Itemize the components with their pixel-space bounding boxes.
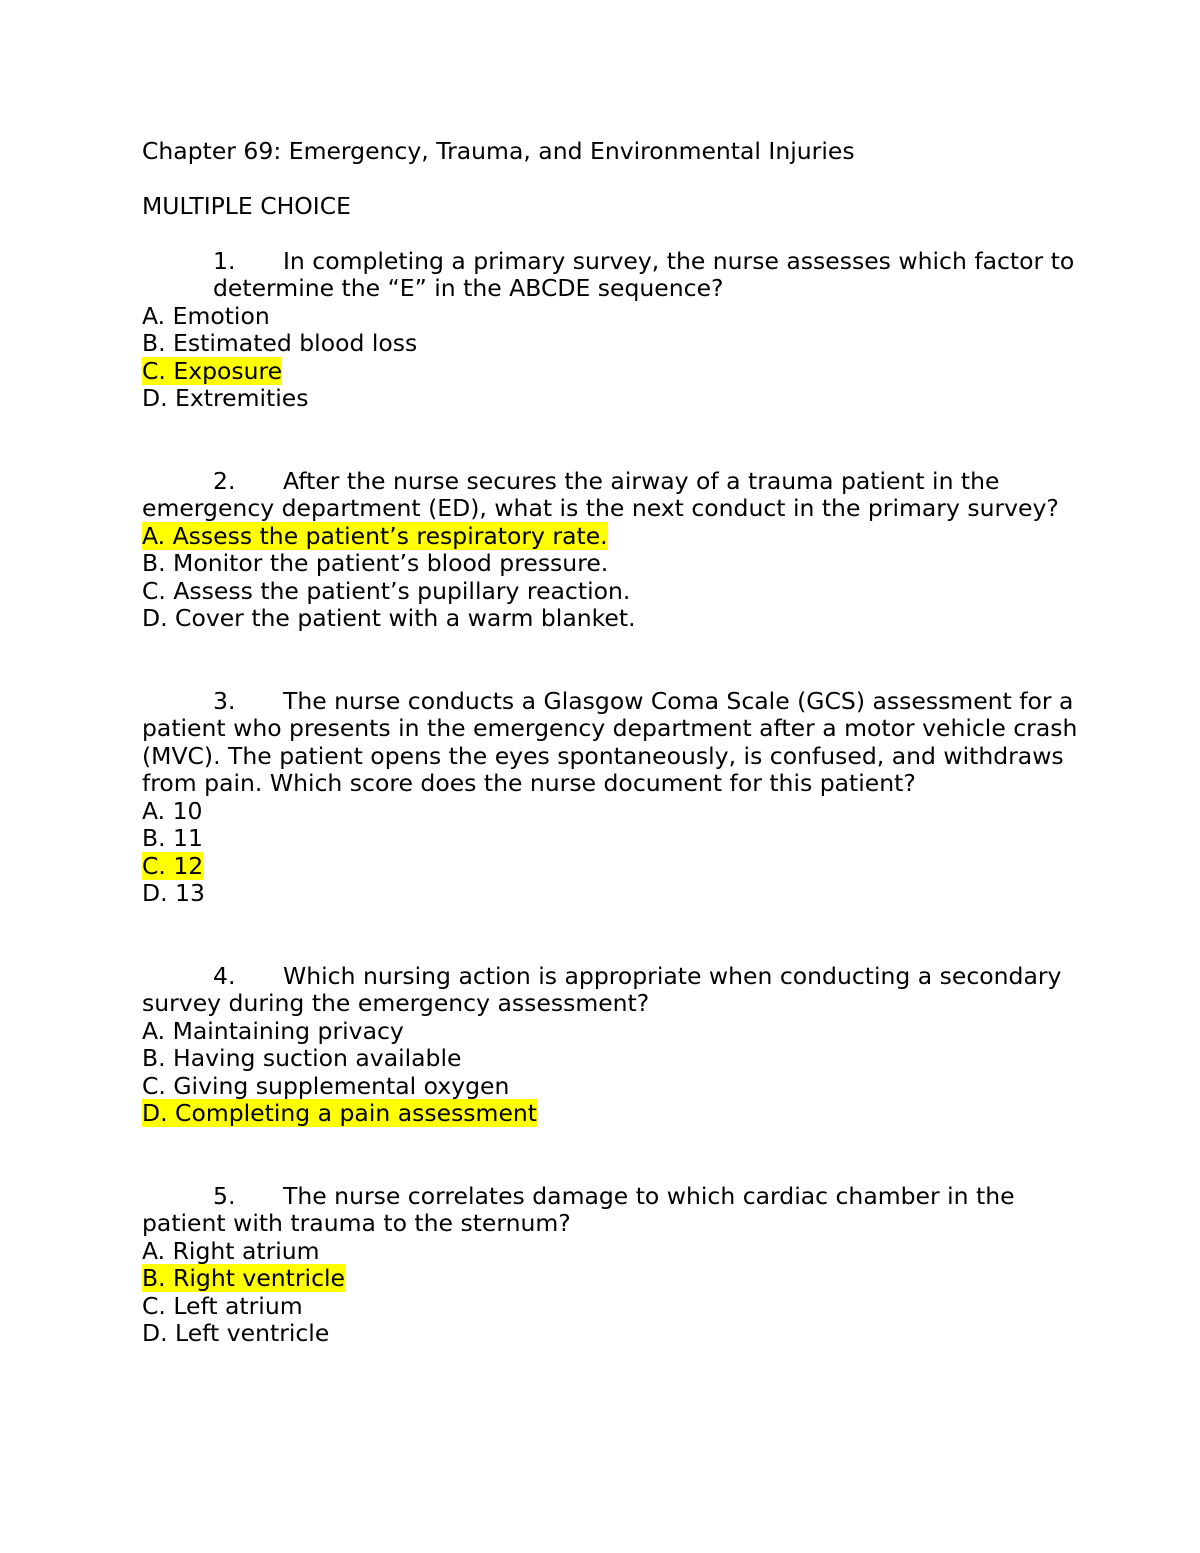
option-text: C. Assess the patient’s pupillary reaction. [142, 576, 631, 605]
answer-option [142, 880, 1082, 908]
question-1 [142, 248, 1082, 413]
chapter-title: Chapter 69: Emergency, Trauma, and Environmental Injuries [142, 137, 855, 165]
option-text: A. Maintaining privacy [142, 1016, 404, 1045]
question-number: 1. [213, 246, 236, 275]
question-number: 3. [213, 686, 236, 715]
option-text: B. 11 [142, 824, 203, 852]
question-stem [142, 248, 1082, 303]
question-stem [142, 1183, 1082, 1238]
answer-option [142, 550, 1082, 578]
answer-option [142, 1320, 1082, 1348]
section-heading: MULTIPLE CHOICE [142, 191, 351, 220]
answer-option [142, 1238, 1082, 1266]
option-text: C. Giving supplemental oxygen [142, 1071, 510, 1100]
question-text: The nurse correlates damage to which cardiac chamber in the patient with trauma to the sternum? [142, 1181, 1015, 1237]
answer-option [142, 385, 1082, 413]
option-text: A. 10 [142, 796, 203, 825]
answer-option [142, 330, 1082, 358]
option-text: A. Right atrium [142, 1236, 320, 1265]
option-text: B. Monitor the patient’s blood pressure. [142, 549, 609, 577]
answer-option [142, 853, 1082, 881]
answer-option [142, 303, 1082, 331]
option-text: A. Emotion [142, 301, 270, 330]
question-stem [142, 688, 1082, 798]
option-text: D. Cover the patient with a warm blanket. [142, 604, 636, 632]
answer-option [142, 1045, 1082, 1073]
question-text: The nurse conducts a Glasgow Coma Scale (GCS) assessment for a patient who presents in the emergency department after a motor vehicle crash (MVC). The patient opens the eyes spontaneously, is confused, and withdraws from pain. Which score does the nurse document for this patient? [142, 686, 1078, 797]
question-number: 5. [213, 1181, 236, 1210]
answer-option [142, 578, 1082, 606]
answer-option [142, 1293, 1082, 1321]
option-text: D. 13 [142, 879, 205, 907]
option-text: D. Left ventricle [142, 1319, 330, 1347]
option-text: C. 12 [142, 851, 204, 880]
option-text: A. Assess the patient’s respiratory rate. [142, 521, 608, 550]
question-stem [142, 468, 1082, 523]
option-text: C. Exposure [142, 356, 283, 385]
question-4 [142, 963, 1082, 1128]
option-text: B. Estimated blood loss [142, 329, 418, 357]
question-text: Which nursing action is appropriate when conducting a secondary survey during the emergency assessment? [142, 961, 1062, 1017]
answer-option [142, 523, 1082, 551]
option-text: D. Completing a pain assessment [142, 1099, 538, 1127]
answer-option [142, 798, 1082, 826]
question-2 [142, 468, 1082, 633]
answer-option [142, 1018, 1082, 1046]
option-text: B. Right ventricle [142, 1264, 345, 1292]
question-number: 2. [213, 466, 236, 495]
question-text: In completing a primary survey, the nurse assesses which factor to determine the “E” in the ABCDE sequence? [213, 246, 1075, 302]
option-text: C. Left atrium [142, 1291, 303, 1320]
answer-option [142, 1100, 1082, 1128]
question-stem [142, 963, 1082, 1018]
answer-option [142, 1265, 1082, 1293]
question-3 [142, 688, 1082, 908]
answer-option [142, 358, 1082, 386]
answer-option [142, 605, 1082, 633]
option-text: D. Extremities [142, 384, 309, 412]
option-text: B. Having suction available [142, 1044, 462, 1072]
answer-option [142, 825, 1082, 853]
answer-option [142, 1073, 1082, 1101]
document-page [142, 138, 1082, 1348]
question-text: After the nurse secures the airway of a trauma patient in the emergency department (ED), what is the next conduct in the primary survey? [142, 466, 1059, 522]
question-5 [142, 1183, 1082, 1348]
question-number: 4. [213, 961, 236, 990]
